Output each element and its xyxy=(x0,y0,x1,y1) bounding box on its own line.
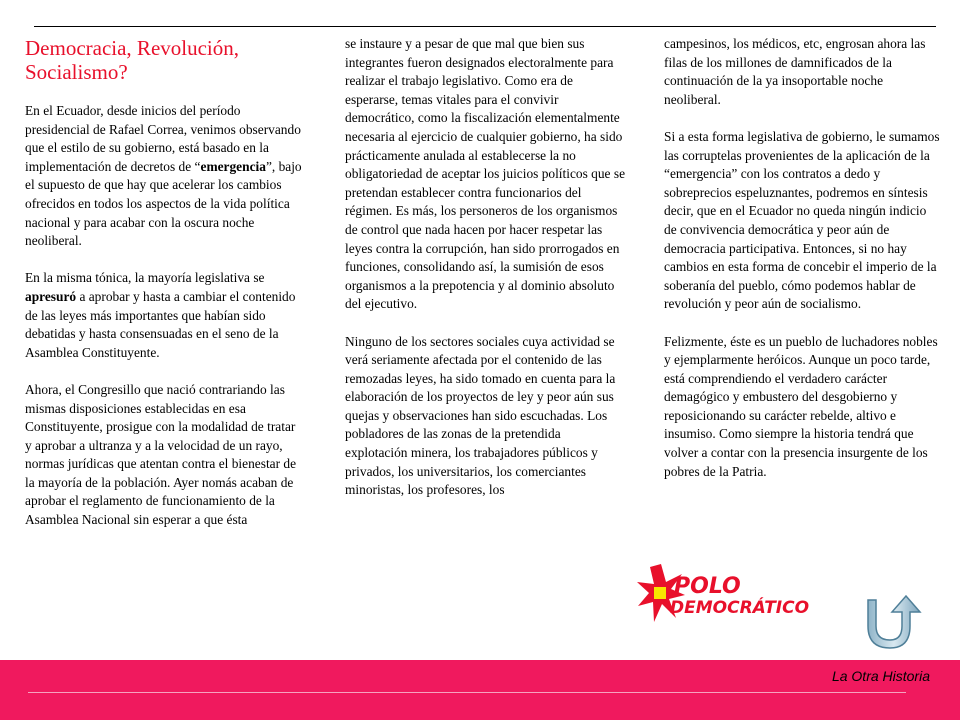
paragraph xyxy=(25,102,303,251)
paragraph: campesinos, los médicos, etc, engrosan ahora las filas de los millones de damnificados de la continuación de la ya insoportable noche neoliberal. xyxy=(664,36,926,107)
bold-term: emergencia xyxy=(200,158,266,174)
top-divider xyxy=(34,26,936,27)
paragraph: Si a esta forma legislativa de gobierno, le sumamos las corruptelas provenientes de la aplicación de la “emergencia” con los contratos a dedo y sobreprecios espeluznantes, podremos en síntesis decir, que en el Ecuador no queda ningún indicio de convivencia democrática y peor aún de democracia participativa. Entonces, si no hay cambios en esta forma de concebir el imperio de la soberanía del pueblo, cómo podemos hablar de revolución y peor aún de socialismo. xyxy=(664,128,940,312)
logo-line-2: DEMOCRÁTICO xyxy=(670,598,810,618)
paragraph: se instaure y a pesar de que mal que bien sus integrantes fueron designados electoralmente para realizar el trabajo legislativo. Como era de esperarse, temas vitales para el convivir democrático, como la fiscalización elementalmente necesaria al ejercicio de cualquier gobierno, ha sido prácticamente anulada al establecerse la no obligatoriedad de aceptar los juicios políticos que se pretendan establecer contra funcionarios del régimen. Es más, los personeros de los organismos de control que nada hacen por hacer respetar las leyes contra la corrupción, han sido prorrogados en funciones, consolidando así, la sumisión de esos organismos a la prepotencia y al dominio absoluto del ejecutivo. xyxy=(345,36,626,312)
article-title xyxy=(25,36,315,84)
text-run: En el Ecuador, desde inicios del período presidencial de Rafael Correa, venimos observando que el estilo de su gobierno, está basado en la implementación de decretos de “ xyxy=(25,103,301,174)
text-run: En la misma tónica, la mayoría legislativa se xyxy=(25,270,265,286)
column-1 xyxy=(25,102,303,548)
paragraph: Felizmente, éste es un pueblo de luchadores nobles y ejemplarmente heróicos. Aunque un poco tarde, está comprendiendo el verdadero carácter demagógico y embustero del desgobierno y reposicionando su carácter rebelde, altivo e insumiso. Como siempre la historia tendrá que volver a contar con la presencia insurgente de los pobres de la Patria. xyxy=(664,333,938,479)
paragraph xyxy=(25,269,303,362)
footer-bar xyxy=(0,660,960,720)
footer-divider xyxy=(28,692,906,693)
paragraph: Ninguno de los sectores sociales cuya actividad se verá seriamente afectada por el contenido de las remozadas leyes, ha sido tomado en cuenta para la elaboración de los proyectos de ley y peor aún sus quejas y observaciones han sido escuchadas. Los pobladores de las zonas de la pretendida explotación minera, los trabajadores públicos y privados, los universitarios, los comerciantes minoristas, los profesores, los xyxy=(345,333,616,498)
title-line-1: Democracia, Revolución, xyxy=(25,36,239,60)
text-run: ”, bajo el supuesto de que hay que acelerar los cambios ofrecidos en todos los aspectos de la vida política nacional y para acabar con la oscura noche neoliberal. xyxy=(25,158,302,249)
title-line-2: Socialismo? xyxy=(25,60,128,84)
column-3 xyxy=(664,35,940,500)
paragraph: Ahora, el Congresillo que nació contrariando las mismas disposiciones establecidas en esa Constituyente, prosigue con la modalidad de tratar y aprobar a ultranza y a la velocidad de un rayo, normas jurídicas que atentan contra el bienestar de la mayoría de la población. Ayer nomás acaban de aprobar el reglamento de funcionamiento de la Asamblea Nacional sin esperar a que ésta xyxy=(25,381,297,528)
logo-line-1: POLO xyxy=(674,574,741,599)
column-2 xyxy=(345,35,625,518)
bold-term: apresuró xyxy=(25,288,77,304)
text-run: a aprobar y hasta a cambiar el contenido de las leyes más importantes que habían sido debatidas y hasta consensuadas en el seno de la Asamblea Constituyente. xyxy=(25,288,296,360)
footer-label: La Otra Historia xyxy=(831,668,930,684)
polo-democratico-logo xyxy=(636,562,810,628)
u-turn-arrow-icon[interactable] xyxy=(862,592,932,652)
